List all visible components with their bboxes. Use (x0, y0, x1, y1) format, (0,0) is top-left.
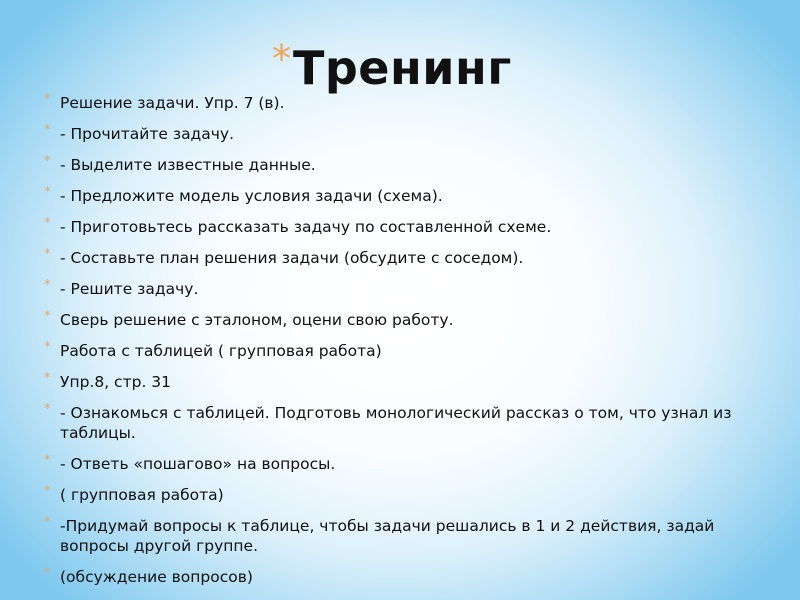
list-item-text: Работа с таблицей ( групповая работа) (60, 342, 382, 360)
list-item (44, 217, 784, 237)
list-item-text: - Приготовьтесь рассказать задачу по составленной схеме. (60, 218, 552, 236)
list-item (44, 93, 784, 113)
list-item (44, 516, 784, 556)
list-item-text: Упр.8, стр. 31 (60, 373, 172, 391)
bullet-star-icon: * (44, 123, 51, 138)
list-item (44, 310, 784, 330)
list-item-text: - Ответь «пошагово» на вопросы. (60, 455, 336, 473)
list-item-text: - Ознакомься с таблицей. Подготовь монологический рассказ о том, что узнал из таблицы. (60, 404, 732, 442)
list-item-text: -Придумай вопросы к таблице, чтобы задачи решались в 1 и 2 действия, задай вопросы другой группе. (60, 517, 715, 555)
list-item (44, 279, 784, 299)
list-item (44, 186, 784, 206)
list-item (44, 341, 784, 361)
title-text: Тренинг (293, 41, 512, 95)
bullet-star-icon: * (44, 92, 51, 107)
bullet-star-icon: * (44, 278, 51, 293)
list-item-text: Сверь решение с эталоном, оцени свою работу. (60, 311, 454, 329)
bullet-star-icon: * (44, 453, 51, 468)
bullet-star-icon: * (44, 247, 51, 262)
list-item (44, 485, 784, 505)
bullet-star-icon: * (44, 371, 51, 386)
list-item (44, 454, 784, 474)
list-item-text: - Решите задачу. (60, 280, 199, 298)
list-item-text: - Выделите известные данные. (60, 156, 316, 174)
bullet-list (44, 93, 784, 598)
slide-title (272, 36, 512, 100)
bullet-star-icon: * (44, 402, 51, 417)
bullet-star-icon: * (44, 309, 51, 324)
list-item (44, 124, 784, 144)
bullet-star-icon: * (44, 340, 51, 355)
list-item-text: - Прочитайте задачу. (60, 125, 235, 143)
bullet-star-icon: * (44, 154, 51, 169)
list-item (44, 567, 784, 587)
bullet-star-icon: * (44, 185, 51, 200)
title-star-icon: * (272, 37, 291, 81)
bullet-star-icon: * (44, 216, 51, 231)
list-item-text: Решение задачи. Упр. 7 (в). (60, 94, 285, 112)
bullet-star-icon: * (44, 566, 51, 581)
list-item (44, 403, 784, 443)
bullet-star-icon: * (44, 515, 51, 530)
list-item-text: ( групповая работа) (60, 486, 224, 504)
list-item (44, 155, 784, 175)
list-item-text: - Составьте план решения задачи (обсудите с соседом). (60, 249, 524, 267)
list-item (44, 248, 784, 268)
list-item-text: (обсуждение вопросов) (60, 568, 253, 586)
bullet-star-icon: * (44, 484, 51, 499)
list-item (44, 372, 784, 392)
list-item-text: - Предложите модель условия задачи (схема). (60, 187, 443, 205)
